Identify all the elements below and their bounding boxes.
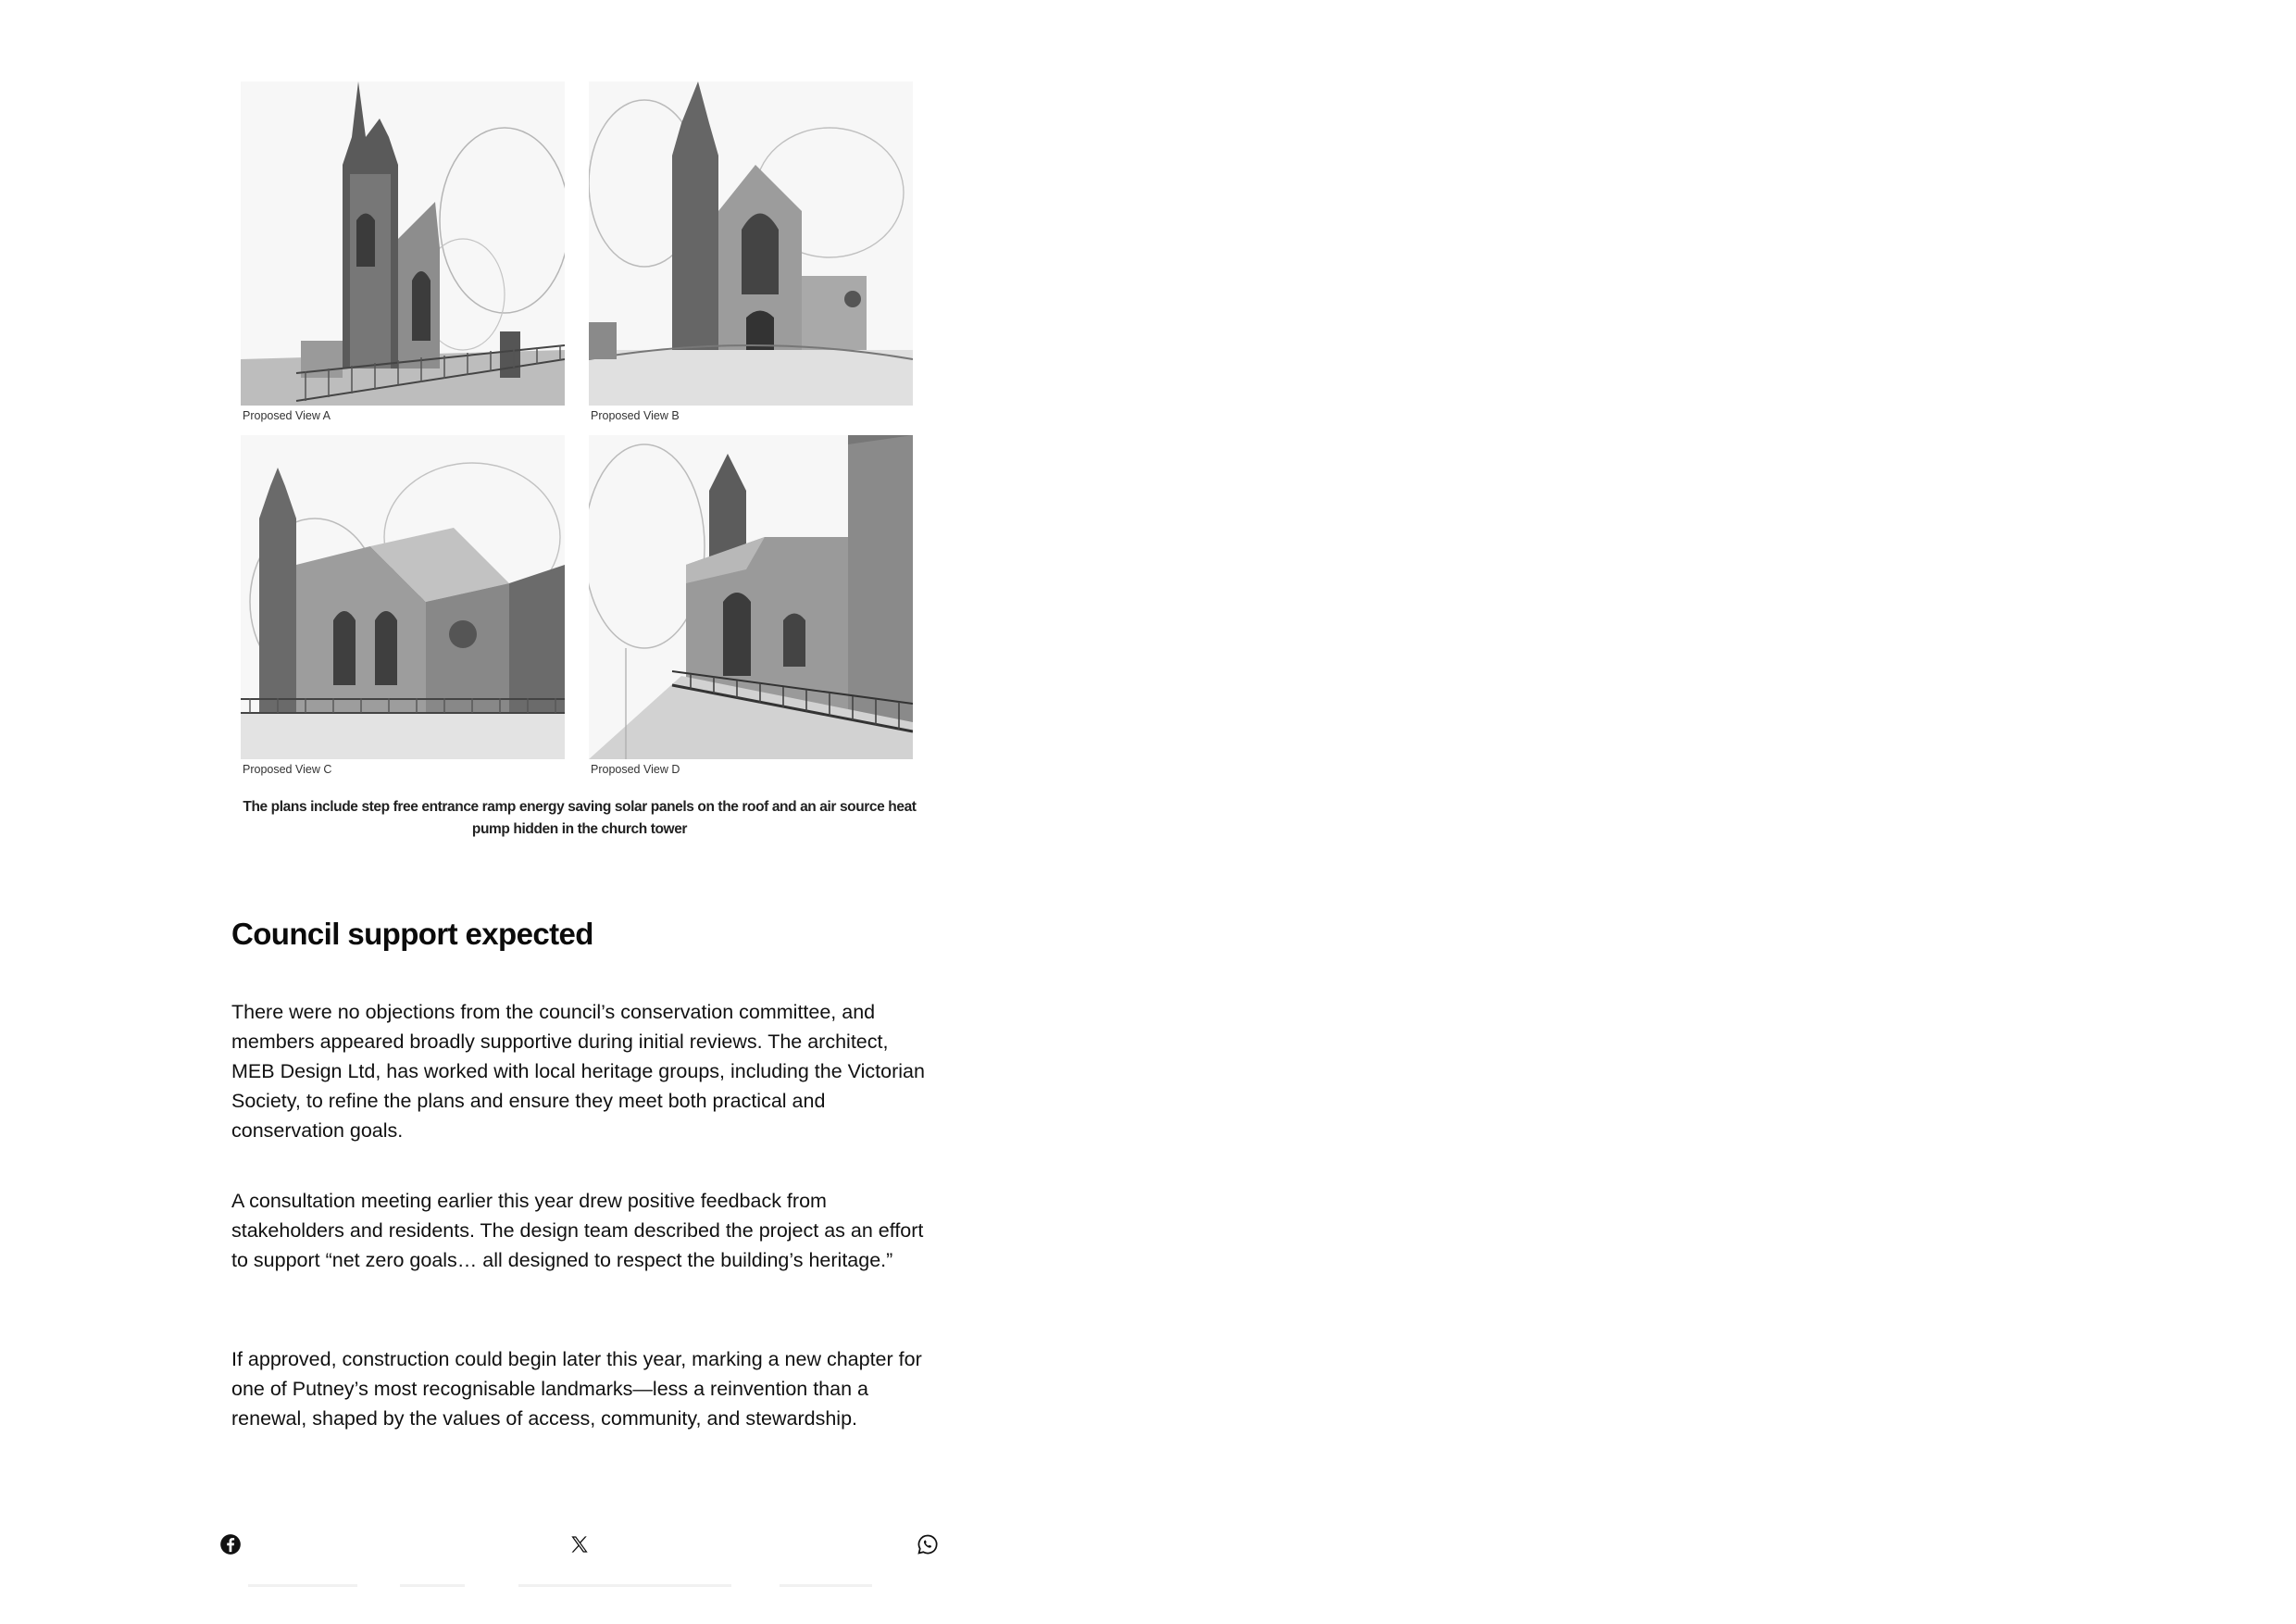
view-label-a: Proposed View A: [243, 409, 331, 422]
proposed-view-a-image: [241, 81, 565, 406]
faded-divider: [248, 1584, 357, 1587]
x-icon[interactable]: [568, 1532, 592, 1556]
proposed-view-d-image: [589, 435, 913, 759]
view-label-d: Proposed View D: [591, 763, 680, 776]
section-heading: Council support expected: [231, 917, 593, 951]
faded-divider: [400, 1584, 465, 1587]
facebook-icon[interactable]: [218, 1532, 243, 1556]
paragraph-3: If approved, construction could begin later this year, marking a new chapter for one of Putney’s most recognisable landmarks—less a reinvention than a renewal, shaped by the values of access, community, and stewardship.: [231, 1348, 922, 1430]
whatsapp-icon[interactable]: [916, 1532, 940, 1556]
proposed-view-b-image: [589, 81, 913, 406]
paragraph-2: A consultation meeting earlier this year drew positive feedback from stakeholders and residents. The design team described the project as an effort to support “net zero goals… all designed to respect the building’s heritage.”: [231, 1190, 924, 1271]
proposed-view-c-image: [241, 435, 565, 759]
faded-divider: [780, 1584, 872, 1587]
view-label-b: Proposed View B: [591, 409, 680, 422]
view-label-c: Proposed View C: [243, 763, 332, 776]
paragraph-1: There were no objections from the council’s conservation committee, and members appeared broadly supportive during initial reviews. The architect, MEB Design Ltd, has worked with local heritage groups, including the Victorian Society, to refine the plans and ensure they meet both practical and conservation goals.: [231, 1001, 925, 1142]
faded-divider: [518, 1584, 731, 1587]
share-bar: [218, 1532, 941, 1560]
figure-caption: The plans include step free entrance ramp energy saving solar panels on the roof and an air source heat pump hidden in the church tower: [243, 799, 917, 837]
